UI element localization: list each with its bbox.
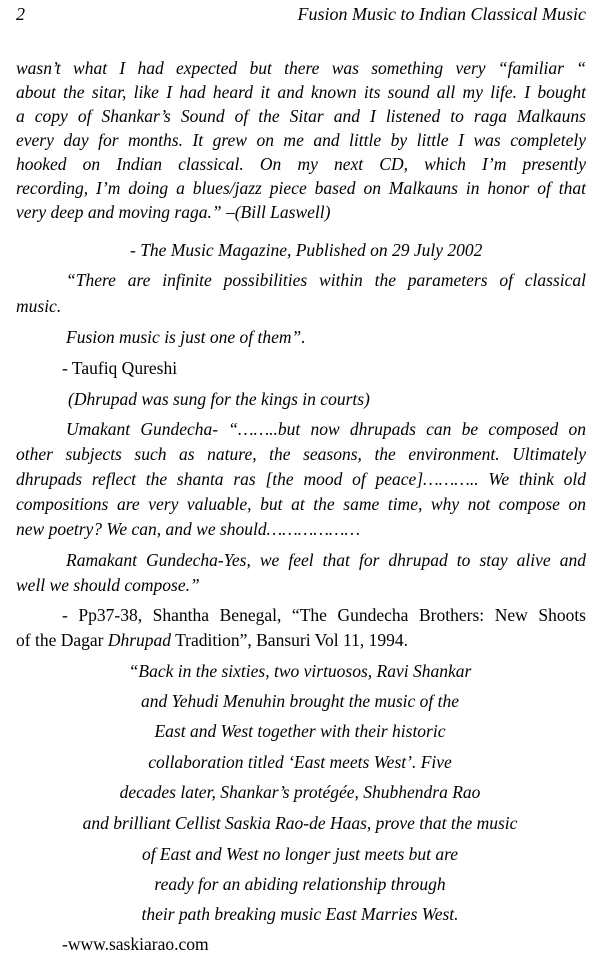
umakant-quote-line: dhrupads reflect the shanta ras [the mood of peace]……….. We think old [16, 469, 586, 489]
laswell-quote-line: about the sitar, like I had heard it and known its sound all my life. I bought [16, 82, 586, 102]
ramakant-quote-line: well we should compose.” [16, 575, 200, 595]
page-header [16, 4, 586, 26]
saskia-quote-line: ready for an abiding relationship through [154, 874, 446, 894]
ramakant-quote-line: Ramakant Gundecha-Yes, we feel that for dhrupad to stay alive and [66, 550, 586, 570]
running-title: Fusion Music to Indian Classical Music [297, 4, 586, 24]
gundecha-source-text: Tradition”, Bansuri Vol 11, 1994. [171, 630, 408, 650]
umakant-quote-line: other subjects such as nature, the seasons, the environment. Ultimately [16, 444, 586, 464]
dhrupad-note: (Dhrupad was sung for the kings in courts) [68, 389, 370, 409]
saskia-quote-line: their path breaking music East Marries West. [141, 904, 459, 924]
laswell-quote-line: recording, I’m doing a blues/jazz piece based on Malkauns in honor of that [16, 178, 586, 198]
laswell-quote-line: a copy of Shankar’s Sound of the Sitar and I listened to raga Malkauns [16, 106, 586, 126]
gundecha-source-dhrupad: Dhrupad [107, 630, 172, 650]
umakant-quote-line: compositions are very valuable, but at the same time, why not compose on [16, 494, 586, 514]
saskia-quote-line: and brilliant Cellist Saskia Rao-de Haas, prove that the music [82, 813, 518, 833]
website-source: -www.saskiarao.com [62, 934, 209, 954]
saskia-quote-line: and Yehudi Menuhin brought the music of the [140, 691, 460, 711]
gundecha-source-line [16, 628, 586, 652]
umakant-quote-line: Umakant Gundecha- “……..but now dhrupads can be composed on [66, 419, 586, 439]
laswell-quote-line: hooked on Indian classical. On my next CD, which I’m presently [16, 154, 586, 174]
qureshi-quote-line: Fusion music is just one of them”. [66, 327, 306, 347]
gundecha-source-line: - Pp37-38, Shantha Benegal, “The Gundecha Brothers: New Shoots [62, 605, 586, 625]
laswell-quote-line: very deep and moving raga.” –(Bill Laswell) [16, 202, 331, 222]
saskia-quote-line: of East and West no longer just meets but are [141, 844, 459, 864]
qureshi-attribution: - Taufiq Qureshi [62, 358, 178, 378]
laswell-source: - The Music Magazine, Published on 29 July 2002 [130, 240, 483, 260]
umakant-quote-line: new poetry? We can, and we should……………… [16, 519, 361, 539]
saskia-quote-line: collaboration titled ‘East meets West’. Five [148, 752, 452, 772]
saskia-quote-line: decades later, Shankar’s protégée, Shubhendra Rao [119, 782, 481, 802]
saskia-quote-line: East and West together with their historic [154, 721, 446, 741]
qureshi-quote-line: music. [16, 296, 62, 316]
laswell-quote-line: wasn’t what I had expected but there was something very “familiar “ [16, 58, 586, 78]
saskia-quote-line: “Back in the sixties, two virtuosos, Ravi Shankar [128, 661, 472, 681]
gundecha-source-text: of the Dagar [16, 630, 108, 650]
laswell-quote-line: every day for months. It grew on me and little by little I was completely [16, 130, 586, 150]
qureshi-quote-line: “There are infinite possibilities within the parameters of classical [66, 270, 586, 290]
page-number: 2 [16, 4, 25, 24]
